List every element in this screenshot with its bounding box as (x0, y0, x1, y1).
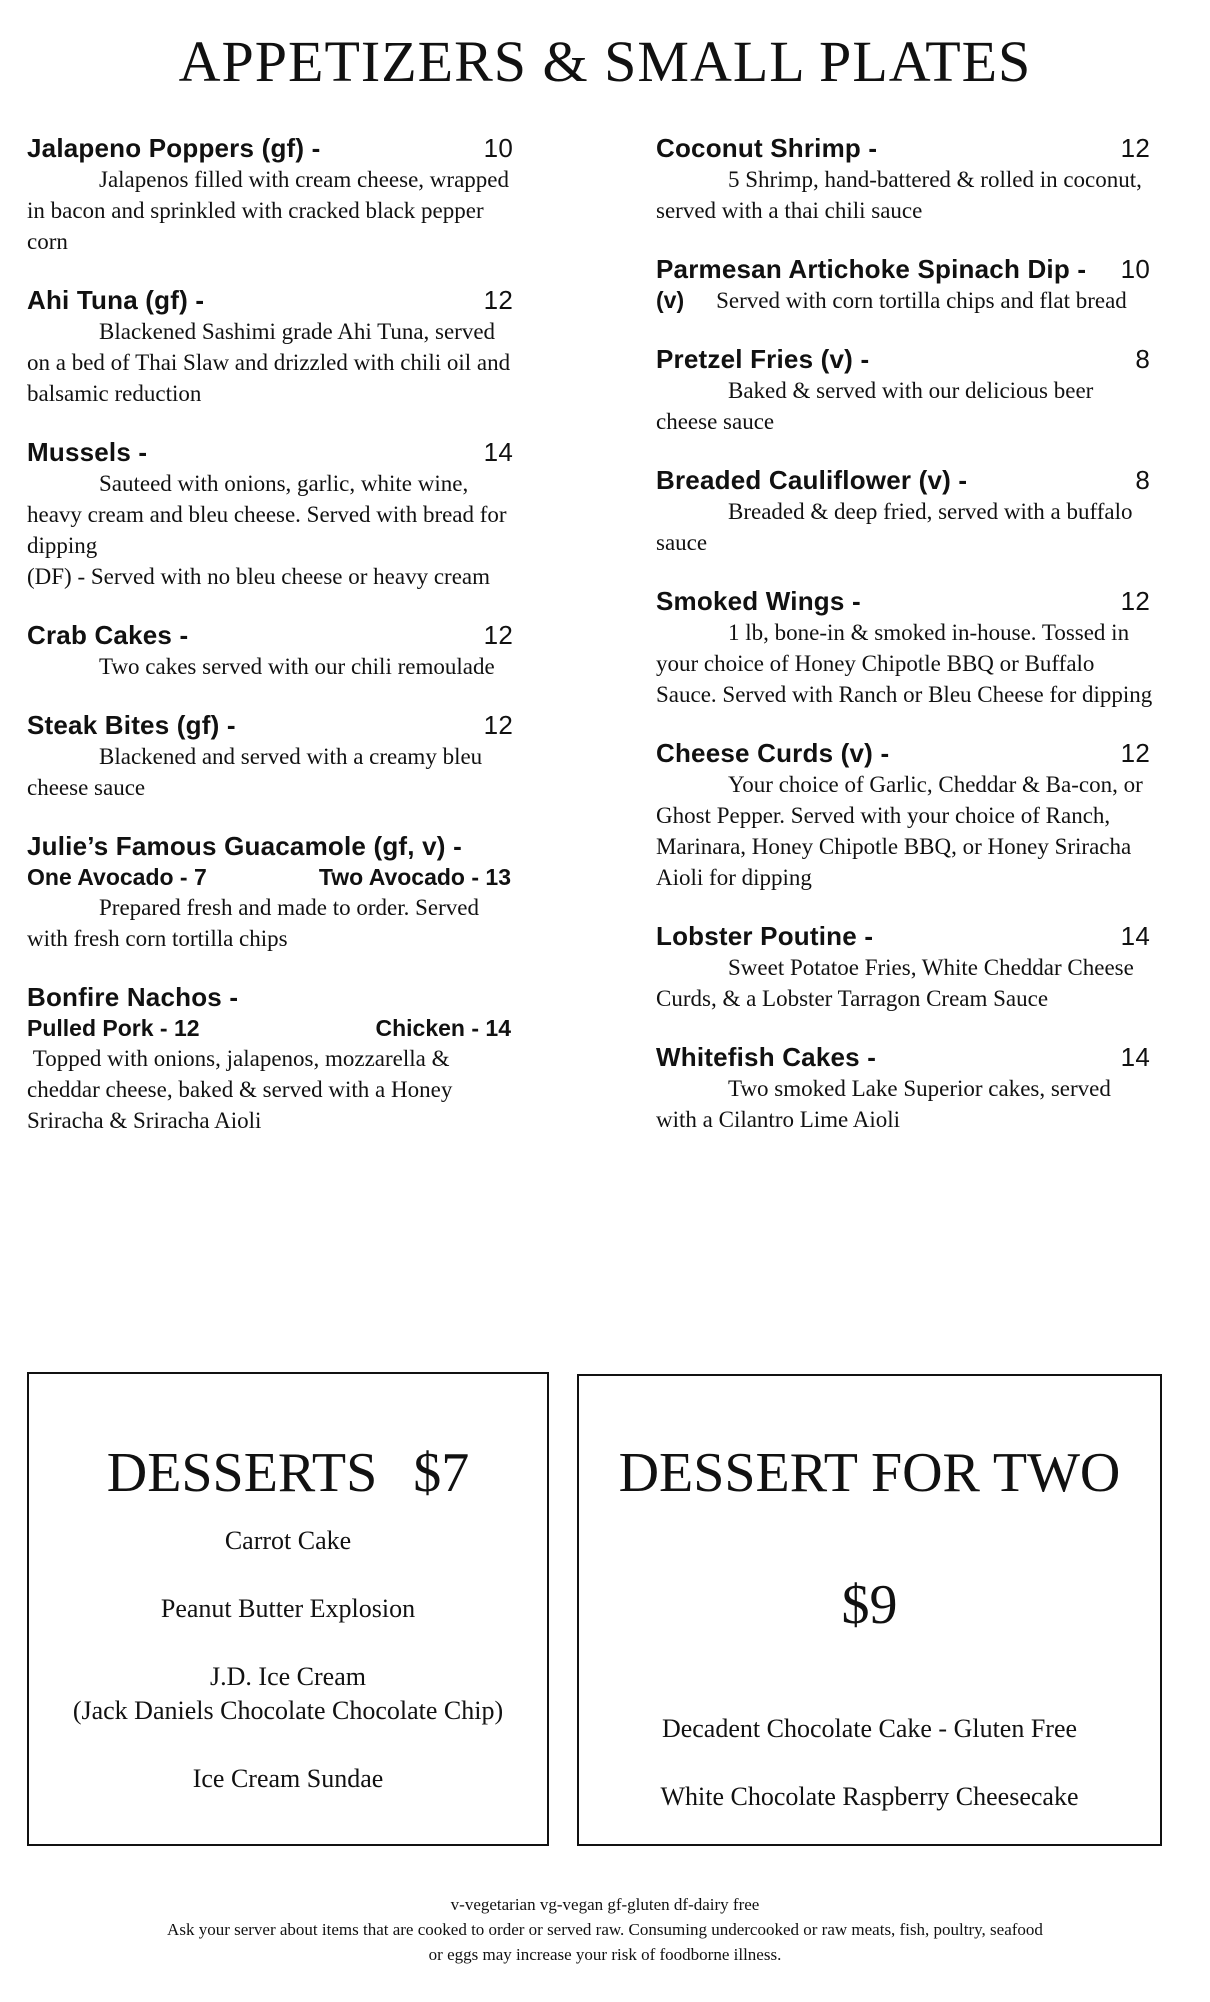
item-name: Julie’s Famous Guacamole (gf, v) - (27, 831, 462, 861)
item-name: Jalapeno Poppers (gf) - (27, 133, 321, 163)
menu-item (656, 343, 1156, 437)
page-title: APPETIZERS & SMALL PLATES (178, 29, 1032, 94)
menu-item (656, 737, 1156, 893)
menu-item (656, 1041, 1156, 1135)
item-option: Chicken - 14 (375, 1015, 511, 1041)
item-description: Blackened Sashimi grade Ahi Tuna, served on a bed of Thai Slaw and drizzled with chili oil and balsamic reduction (27, 319, 511, 406)
item-description: 5 Shrimp, hand-battered & rolled in coconut, served with a thai chili sauce (656, 167, 1142, 223)
item-price: 12 (483, 620, 513, 650)
desserts-box (27, 1372, 549, 1846)
item-price: 14 (1120, 1042, 1150, 1072)
item-price: 14 (483, 437, 513, 467)
item-description: Served with corn tortilla chips and flat bread (716, 288, 1127, 313)
item-price: 14 (1120, 921, 1150, 951)
dietary-legend: v-vegetarian vg-vegan gf-gluten df-dairy free (450, 1895, 760, 1914)
right-menu-column (656, 132, 1156, 1162)
item-name: Parmesan Artichoke Spinach Dip - (656, 254, 1087, 284)
item-price: 12 (1120, 738, 1150, 768)
item-note: (DF) - Served with no bleu cheese or heavy cream (27, 564, 491, 589)
item-option: Two Avocado - 13 (318, 864, 511, 890)
item-description: Sweet Potatoe Fries, White Cheddar Cheese Curds, & a Lobster Tarragon Cream Sauce (656, 955, 1134, 1011)
item-option: One Avocado - 7 (27, 864, 207, 890)
item-name: Crab Cakes - (27, 620, 189, 650)
item-name: Bonfire Nachos - (27, 982, 239, 1012)
item-name: Cheese Curds (v) - (656, 738, 890, 768)
item-description: Jalapenos filled with cream cheese, wrapped in bacon and sprinkled with cracked black pepper corn (27, 167, 509, 254)
dessert-for-two-box (577, 1374, 1162, 1846)
item-price: 8 (1135, 465, 1150, 495)
item-description: 1 lb, bone-in & smoked in-house. Tossed in your choice of Honey Chipotle BBQ or Buffalo Sauce. Served with Ranch or Bleu Cheese for dipping (656, 620, 1153, 707)
dessert-item: Decadent Chocolate Cake - Gluten Free (661, 1714, 1078, 1743)
consumer-advisory: Ask your server about items that are cooked to order or served raw. Consuming undercooked or raw meats, fish, poultry, seafood (167, 1920, 1043, 1939)
menu-item (27, 284, 519, 409)
item-option: Pulled Pork - 12 (27, 1015, 200, 1041)
item-price: 12 (1120, 133, 1150, 163)
item-name: Pretzel Fries (v) - (656, 344, 870, 374)
menu-item (27, 981, 519, 1136)
item-description: Breaded & deep fried, served with a buffalo sauce (656, 499, 1133, 555)
item-description: Topped with onions, jalapenos, mozzarella & cheddar cheese, baked & served with a Honey Sriracha & Sriracha Aioli (27, 1046, 453, 1133)
item-tag: (v) (656, 287, 685, 313)
item-description: Sauteed with onions, garlic, white wine, heavy cream and bleu cheese. Served with bread for dipping (27, 471, 507, 558)
dessert-item: J.D. Ice Cream (210, 1662, 366, 1691)
item-name: Whitefish Cakes - (656, 1042, 877, 1072)
item-description: Two smoked Lake Superior cakes, served with a Cilantro Lime Aioli (656, 1076, 1111, 1132)
item-description: Your choice of Garlic, Cheddar & Ba-con, or Ghost Pepper. Served with your choice of Ranch, Marinara, Honey Chipotle BBQ, or Honey Sriracha Aioli for dipping (656, 772, 1143, 890)
footer (0, 1892, 1210, 1967)
item-price: 8 (1135, 344, 1150, 374)
menu-item (656, 585, 1156, 710)
item-price: 12 (483, 710, 513, 740)
item-description: Two cakes served with our chili remoulade (99, 654, 495, 679)
item-description: Prepared fresh and made to order. Served with fresh corn tortilla chips (27, 895, 479, 951)
item-price: 10 (1120, 254, 1150, 284)
item-name: Smoked Wings - (656, 586, 861, 616)
desserts-price: $7 (413, 1442, 470, 1504)
left-menu-column (27, 132, 519, 1163)
menu-item (27, 709, 519, 803)
dessert-item: Carrot Cake (224, 1526, 352, 1555)
item-price: 10 (483, 133, 513, 163)
item-price: 12 (483, 285, 513, 315)
dessert-for-two-title: DESSERT FOR TWO (618, 1442, 1121, 1504)
item-name: Coconut Shrimp - (656, 133, 878, 163)
menu-item (656, 920, 1156, 1014)
menu-item (27, 830, 519, 954)
menu-item (656, 253, 1156, 316)
menu-item (656, 132, 1156, 226)
item-name: Steak Bites (gf) - (27, 710, 236, 740)
desserts-title: DESSERTS (106, 1442, 378, 1504)
menu-item (27, 619, 519, 682)
dessert-item: Peanut Butter Explosion (160, 1594, 416, 1623)
item-description: Baked & served with our delicious beer cheese sauce (656, 378, 1094, 434)
menu-item (27, 132, 519, 257)
dessert-item: White Chocolate Raspberry Cheesecake (660, 1782, 1079, 1811)
dessert-item: Ice Cream Sundae (192, 1764, 384, 1793)
item-price: 12 (1120, 586, 1150, 616)
consumer-advisory: or eggs may increase your risk of foodborne illness. (428, 1945, 782, 1964)
item-name: Lobster Poutine - (656, 921, 874, 951)
menu-item (27, 436, 519, 592)
dessert-for-two-price: $9 (841, 1574, 898, 1636)
item-name: Ahi Tuna (gf) - (27, 285, 205, 315)
item-description: Blackened and served with a creamy bleu cheese sauce (27, 744, 483, 800)
item-name: Breaded Cauliflower (v) - (656, 465, 968, 495)
menu-item (656, 464, 1156, 558)
item-name: Mussels - (27, 437, 148, 467)
dessert-item-note: (Jack Daniels Chocolate Chocolate Chip) (72, 1696, 504, 1725)
